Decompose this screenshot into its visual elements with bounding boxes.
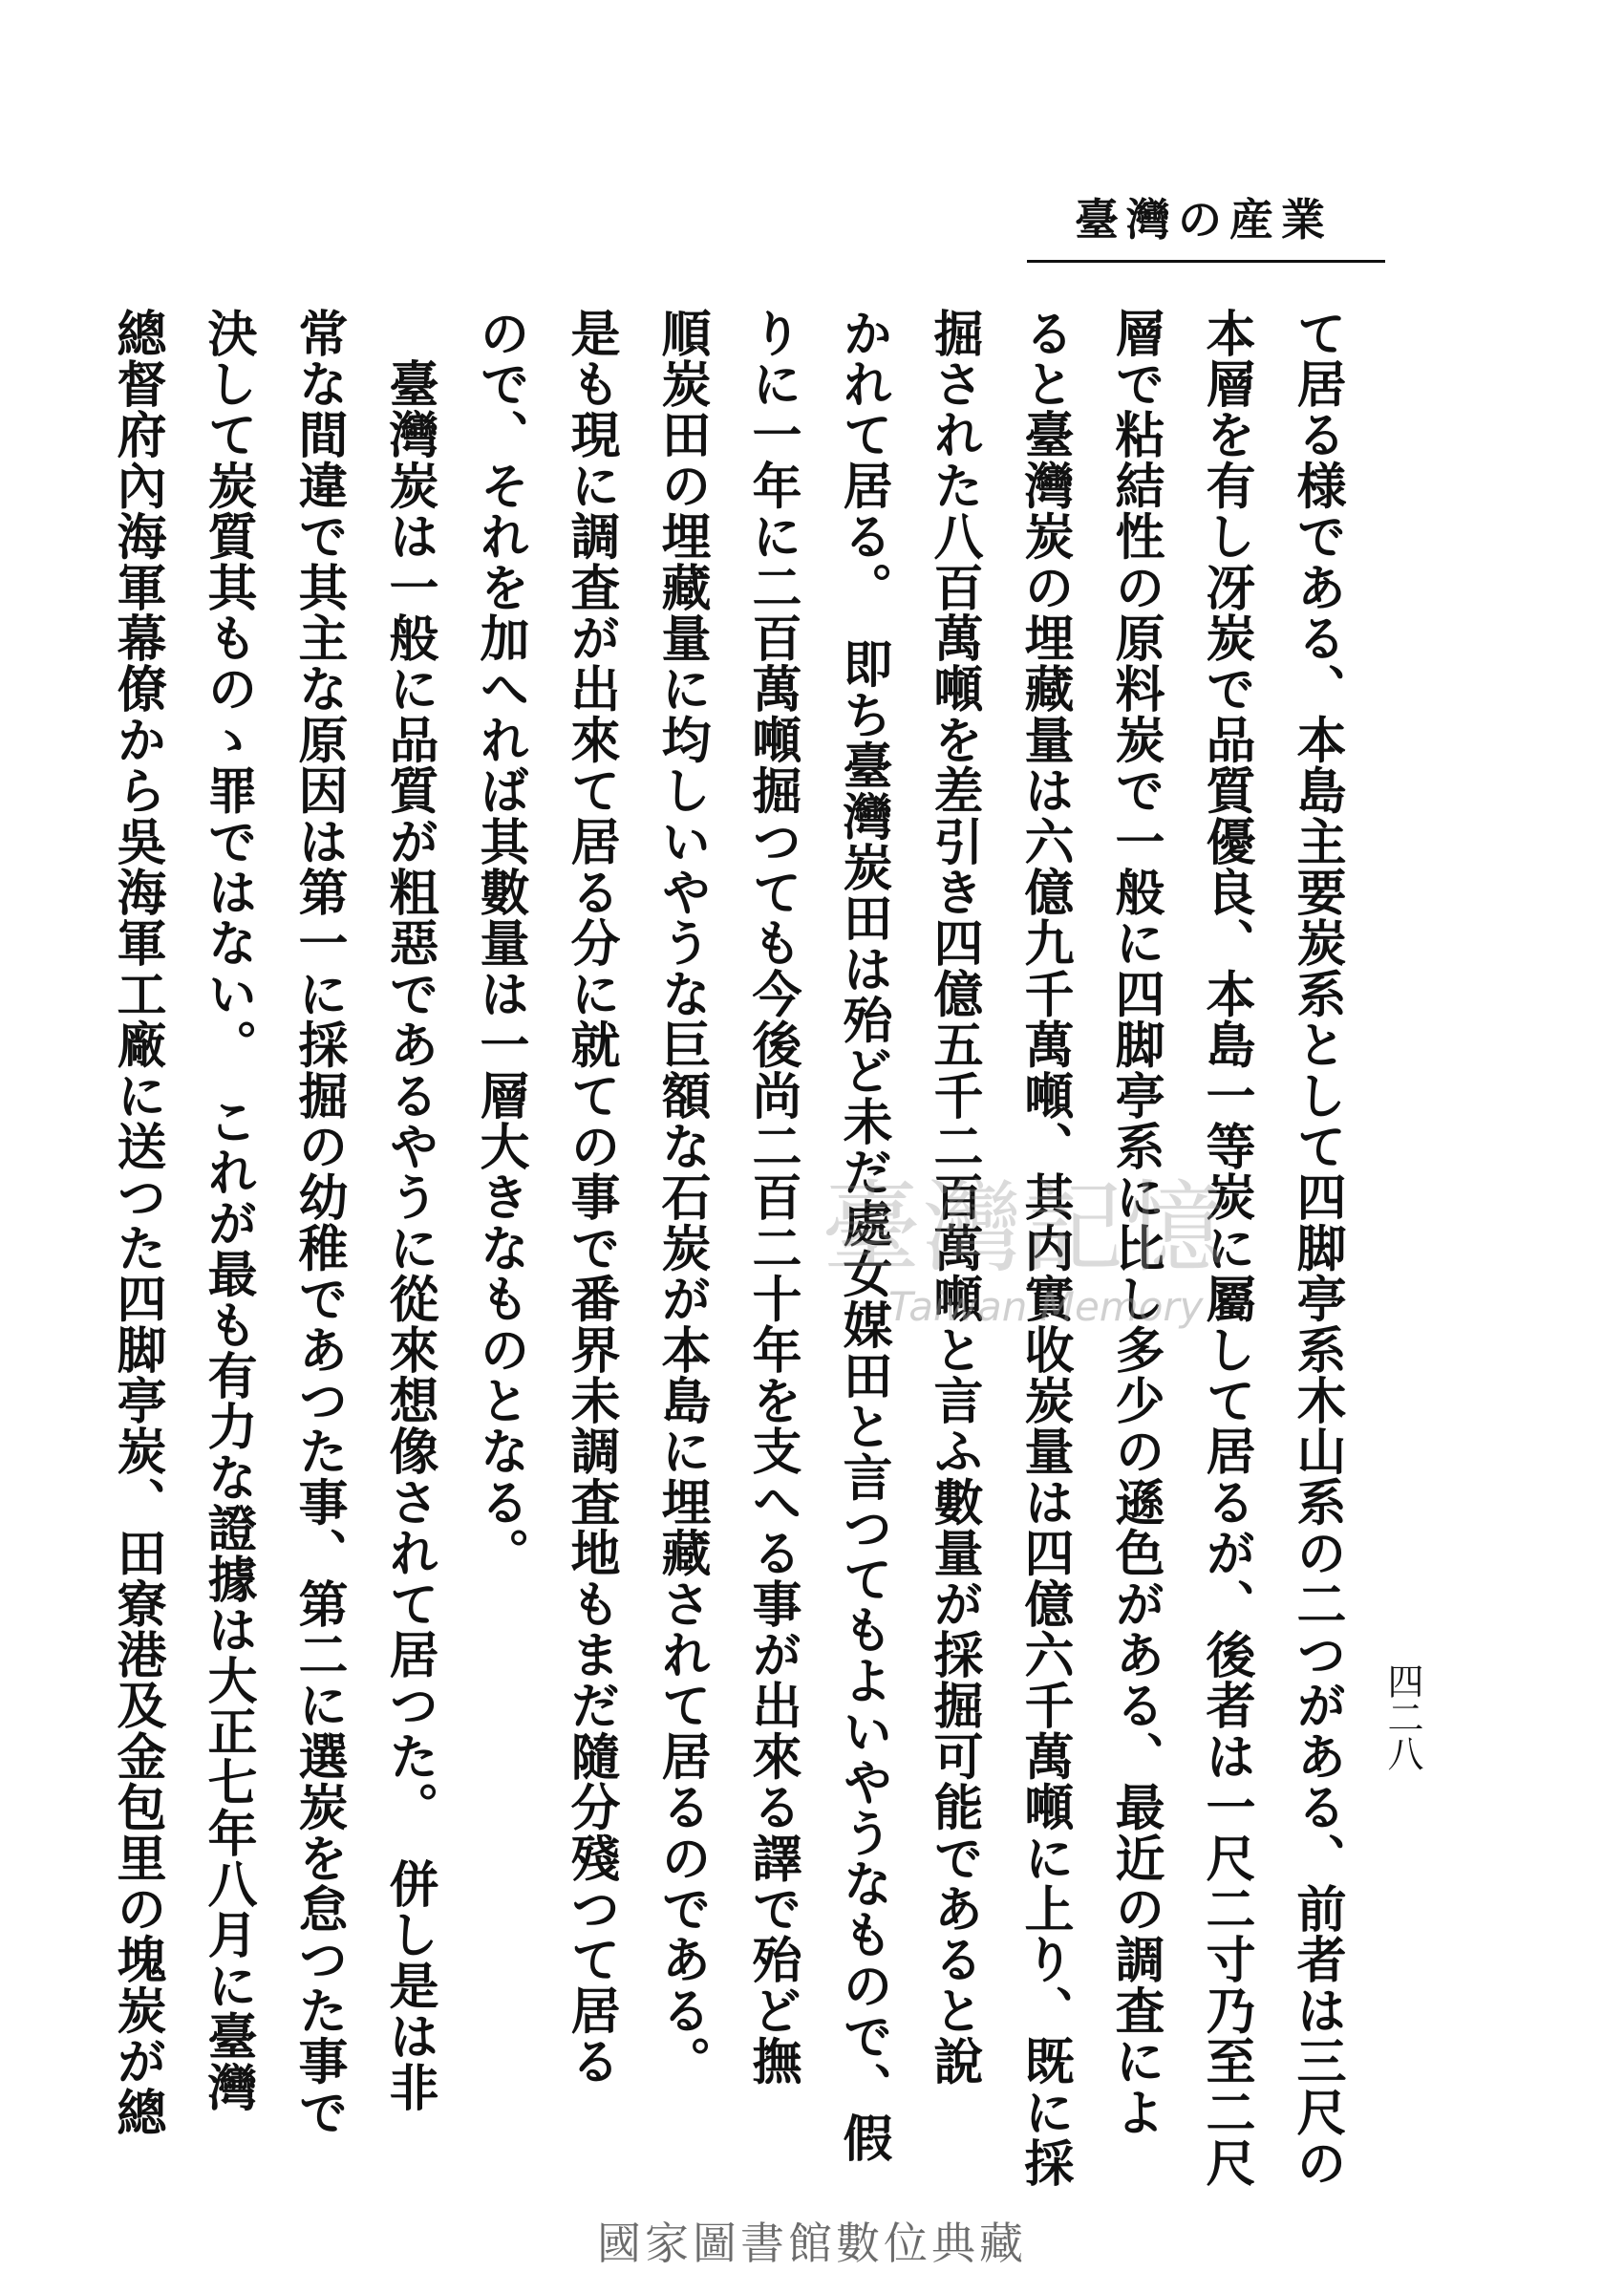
text-column-7: りに一年に二百萬噸掘つても今後尚二百二十年を支へる事が出來る譯で殆ど撫 [743, 308, 801, 2087]
page-header-title: 臺灣の産業 [1075, 194, 1333, 246]
header-divider [1027, 260, 1385, 263]
text-column-6: かれて居る。 即ち臺灣炭田は殆ど未だ處女媒田と言つてもよいやうなもので、假 [834, 308, 892, 2164]
text-column-14: 總督府內海軍幕僚から吳海軍工廠に送つた四脚亭炭、田寮港及金包里の塊炭が總 [108, 308, 166, 2138]
watermark-glyphs: 臺灣記憶 [822, 1169, 1228, 1286]
text-column-9: 是も現に調査が出來て居る分に就ての事で番界未調査地もまだ隨分殘つて居る [562, 308, 620, 2087]
page-number: 四二八 [1381, 1662, 1423, 1771]
text-column-2: 本層を有し冴炭で品質優良、本島一等炭に屬して居るが、後者は一尺二寸乃至二尺 [1197, 308, 1255, 2189]
text-column-4: ると臺灣炭の埋藏量は六億九千萬噸、其内實收炭量は四億六千萬噸に上り、既に採 [1015, 308, 1074, 2189]
text-column-11: 臺灣炭は一般に品質が粗惡であるやうに從來想像されて居つた。 併し是は非 [380, 308, 438, 2113]
watermark-latin-text: Taiwan Memory [888, 1283, 1204, 1330]
footer-archive-credit: 國家圖書館數位典藏 [597, 2218, 1027, 2269]
text-column-3: 層で粘結性の原料炭で一般に四脚亭系に比し多少の遜色がある、最近の調査によ [1106, 308, 1165, 2138]
text-column-13: 決して炭質其ものゝ罪ではない。 これが最も有力な證據は大正七年八月に臺灣 [199, 308, 257, 2113]
text-column-12: 常な間違で其主な原因は第一に採掘の幼稚であつた事、第二に選炭を怠つた事で [289, 308, 348, 2138]
body-text [108, 308, 1362, 2199]
text-column-10: ので、それを加へれば其數量は一層大きなものとなる。 [471, 308, 529, 1578]
text-column-8: 順炭田の埋藏量に均しいやうな巨額な石炭が本島に埋藏されて居るのである。 [652, 308, 711, 2087]
text-column-1: て居る様である、本島主要炭系として四脚亭系木山系の二つがある、前者は三尺の [1288, 308, 1346, 2189]
text-column-5: 掘された八百萬噸を差引き四億五千二百萬噸と言ふ數量が採掘可能であると說 [925, 308, 983, 2087]
